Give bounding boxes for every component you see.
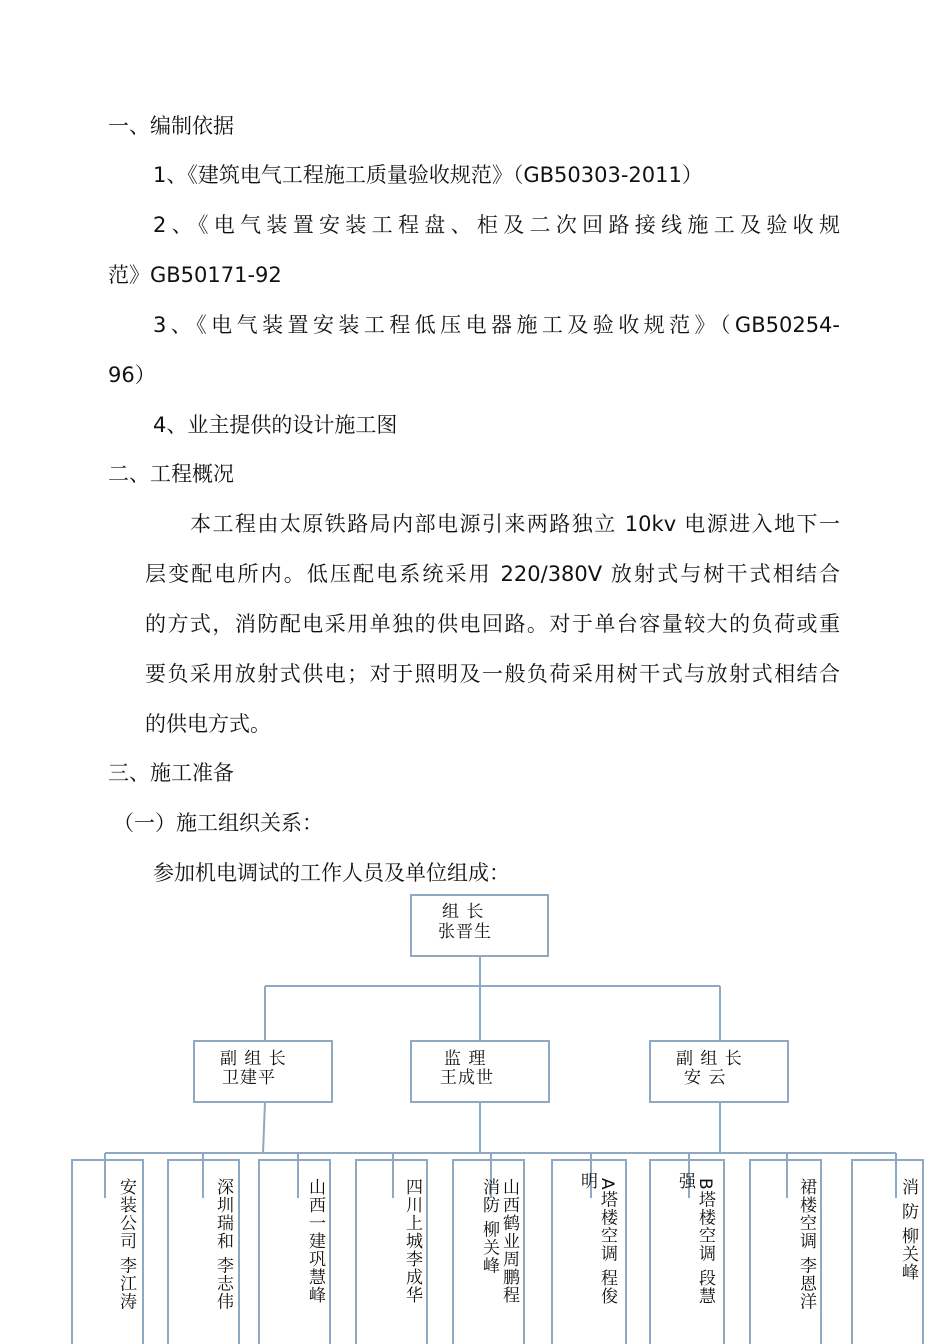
leader-title: 组 长 xyxy=(442,902,485,922)
deputy1-name: 卫建平 xyxy=(222,1068,276,1088)
reference-2-line-1: 2、《电气装置安装工程盘、柜及二次回路接线施工及验收规 xyxy=(153,213,840,237)
unit-label-shenzhen-ruihe: 深圳瑞和 李志伟 xyxy=(213,1178,233,1311)
unit-label-tower-a-ac-extra: 明 xyxy=(577,1172,597,1190)
deputy2-title: 副 组 长 xyxy=(676,1049,743,1069)
unit-label-fire-protection-1: 消防 柳关峰 xyxy=(479,1178,499,1275)
deputy1-title: 副 组 长 xyxy=(220,1049,287,1069)
heading-overview: 二、工程概况 xyxy=(108,462,234,486)
deputy1-down-connector xyxy=(263,1102,265,1153)
overview-line-4: 要负采用放射式供电；对于照明及一般负荷采用树干式与放射式相结合 xyxy=(145,662,840,686)
overview-line-1: 本工程由太原铁路局内部电源引来两路独立 10kv 电源进入地下一 xyxy=(190,512,840,536)
organization-intro: 参加机电调试的工作人员及单位组成： xyxy=(153,861,510,885)
deputy2-name: 安 云 xyxy=(684,1068,727,1088)
unit-label-tower-a-ac: A塔楼空调 程俊 xyxy=(597,1178,617,1306)
reference-4: 4、业主提供的设计施工图 xyxy=(153,413,398,437)
unit-label-sichuan-shangcheng: 四川上城李成华 xyxy=(402,1178,422,1304)
unit-label-fire-protection-2: 消 防 柳关峰 xyxy=(898,1178,918,1281)
supervisor-title: 监 理 xyxy=(444,1049,487,1069)
unit-label-podium-ac: 裙楼空调 李恩洋 xyxy=(796,1178,816,1311)
reference-3-line-2: 96） xyxy=(108,363,156,387)
heading-preparation: 三、施工准备 xyxy=(108,761,234,785)
overview-line-5: 的供电方式。 xyxy=(145,712,271,736)
leader-name: 张晋生 xyxy=(438,922,492,942)
overview-line-2: 层变配电所内。低压配电系统采用 220/380V 放射式与树干式相结合 xyxy=(145,562,840,586)
subheading-organization: （一）施工组织关系： xyxy=(113,811,323,835)
reference-3-line-1: 3、《电气装置安装工程低压电器施工及验收规范》（GB50254- xyxy=(153,313,840,337)
reference-2-line-2: 范》GB50171-92 xyxy=(108,263,282,287)
unit-label-tower-b-ac-extra: 强 xyxy=(675,1172,695,1190)
reference-1: 1、《建筑电气工程施工质量验收规范》（GB50303-2011） xyxy=(153,163,703,187)
supervisor-name: 王成世 xyxy=(440,1068,494,1088)
unit-label-shanxi-heye: 山西鹤业周鹏程 xyxy=(499,1178,519,1304)
unit-label-tower-b-ac: B塔楼空调 段慧 xyxy=(695,1178,715,1306)
unit-label-installation: 安装公司 李江涛 xyxy=(116,1178,136,1311)
unit-label-shanxi-yijian: 山西一建巩慧峰 xyxy=(305,1178,325,1304)
overview-line-3: 的方式，消防配电采用单独的供电回路。对于单台容量较大的负荷或重 xyxy=(145,612,840,636)
heading-basis: 一、编制依据 xyxy=(108,114,234,138)
